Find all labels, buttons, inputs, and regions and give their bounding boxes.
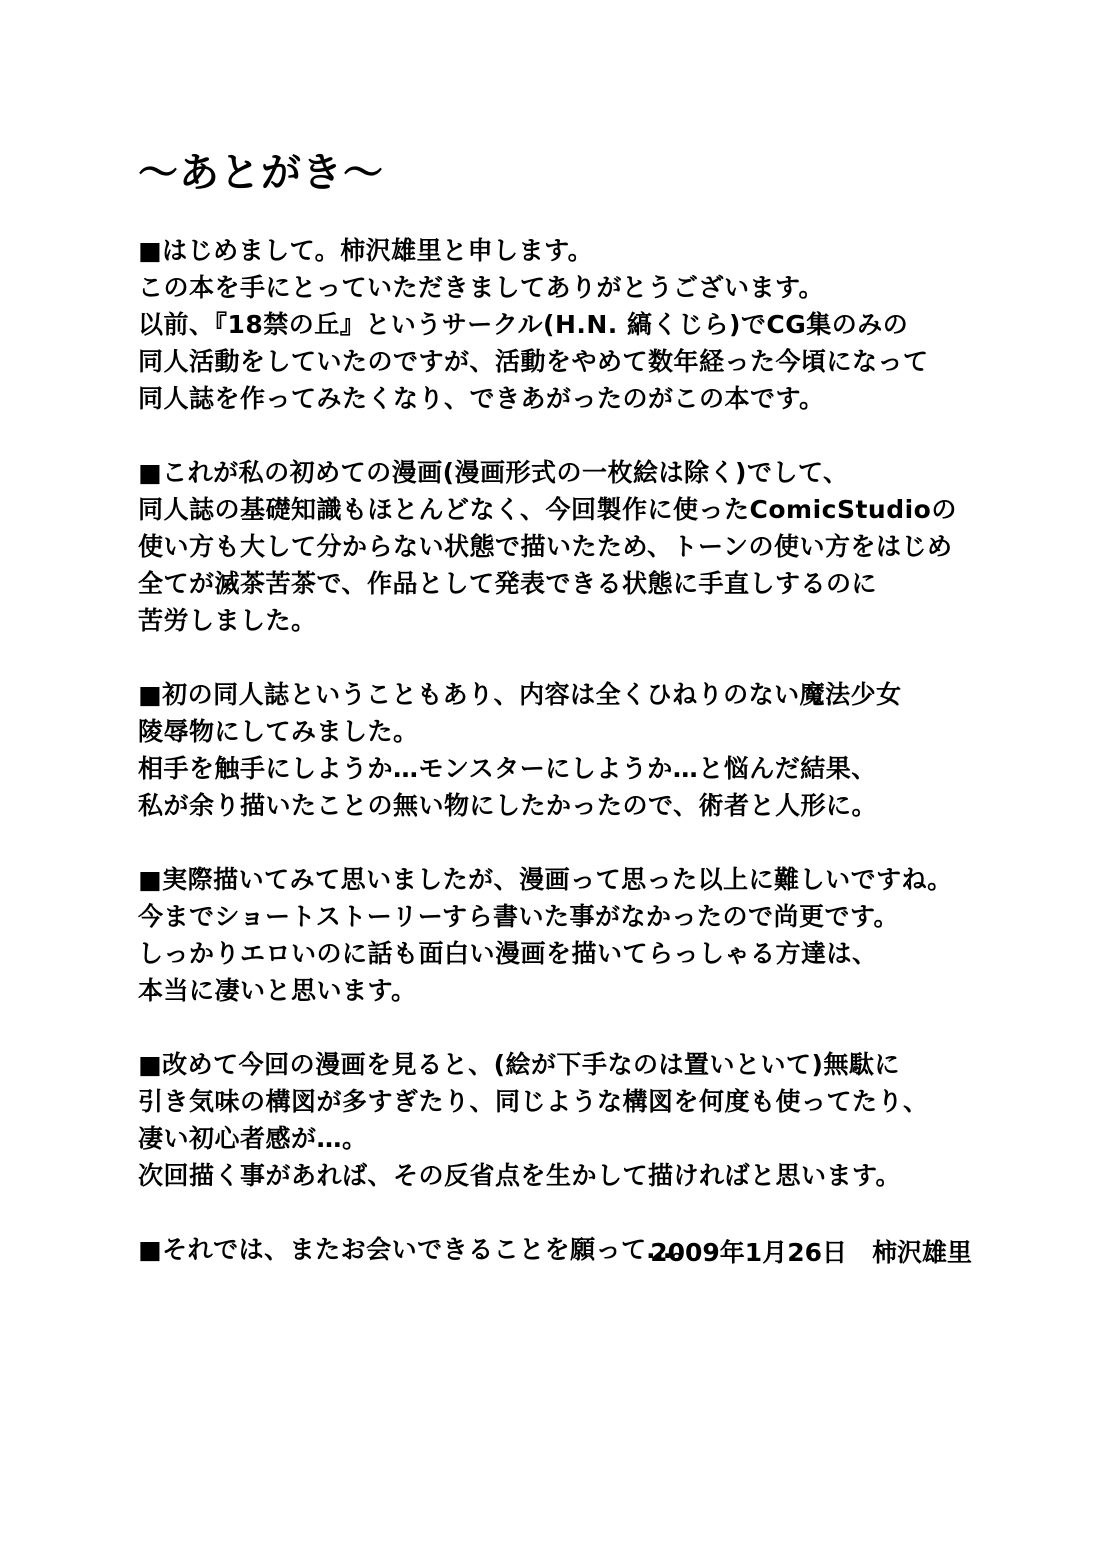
paragraph-line: この本を手にとっていただきましてありがとうございます。: [138, 273, 825, 302]
paragraph-line: 引き気味の構図が多すぎたり、同じような構図を何度も使ってたり、: [138, 1087, 929, 1116]
paragraph-line: 相手を触手にしようか…モンスターにしようか…と悩んだ結果、: [138, 754, 877, 783]
paragraph-line: 私が余り描いたことの無い物にしたかったので、術者と人形に。: [138, 791, 878, 820]
paragraph-line: 凄い初心者感が…。: [138, 1124, 368, 1153]
paragraph-line: 同人誌を作ってみたくなり、できあがったのがこの本です。: [138, 384, 825, 413]
paragraph-line: 今までショートストーリーすら書いた事がなかったので尚更です。: [138, 902, 900, 931]
paragraph: [138, 676, 978, 824]
afterword-body: [138, 232, 978, 1305]
paragraph-line: ■それでは、またお会いできることを願って…。: [138, 1235, 698, 1264]
paragraph-line: 苦労しました。: [138, 606, 317, 635]
paragraph-line: 使い方も大して分からない状態で描いたため、トーンの使い方をはじめ: [138, 532, 953, 561]
paragraph-line: しっかりエロいのに話も面白い漫画を描いてらっしゃる方達は、: [138, 939, 878, 968]
paragraph: [138, 454, 978, 639]
paragraph: [138, 232, 978, 417]
date-signature: 2009年1月26日 柿沢雄里: [650, 1238, 972, 1267]
paragraph-line: 次回描く事があれば、その反省点を生かして描ければと思います。: [138, 1161, 902, 1190]
paragraph: [138, 1046, 978, 1194]
paragraph-line: 同人誌の基礎知識もほとんどなく、今回製作に使ったComicStudioの: [138, 495, 957, 524]
paragraph-line: 全てが滅茶苦茶で、作品として発表できる状態に手直しするのに: [138, 569, 878, 598]
paragraph-line: 以前、『18禁の丘』というサークル(H.N. 縞くじら)でCG集のみの: [138, 310, 909, 339]
paragraph-line: ■はじめまして。柿沢雄里と申します。: [138, 236, 594, 265]
paragraph-line: 陵辱物にしてみました。: [138, 717, 419, 746]
paragraph-line: ■これが私の初めての漫画(漫画形式の一枚絵は除く)でして、: [138, 458, 849, 487]
paragraph-line: 本当に凄いと思います。: [138, 976, 417, 1005]
paragraph-line: ■実際描いてみて思いましたが、漫画って思った以上に難しいですね。: [138, 865, 953, 894]
paragraph-line: 同人活動をしていたのですが、活動をやめて数年経った今頃になって: [138, 347, 929, 376]
afterword-title: ～あとがき～: [138, 150, 384, 196]
paragraph: [138, 861, 978, 1009]
paragraph-line: ■改めて今回の漫画を見ると、(絵が下手なのは置いといて)無駄に: [138, 1050, 900, 1079]
paragraph-line: ■初の同人誌ということもあり、内容は全くひねりのない魔法少女: [138, 680, 902, 709]
